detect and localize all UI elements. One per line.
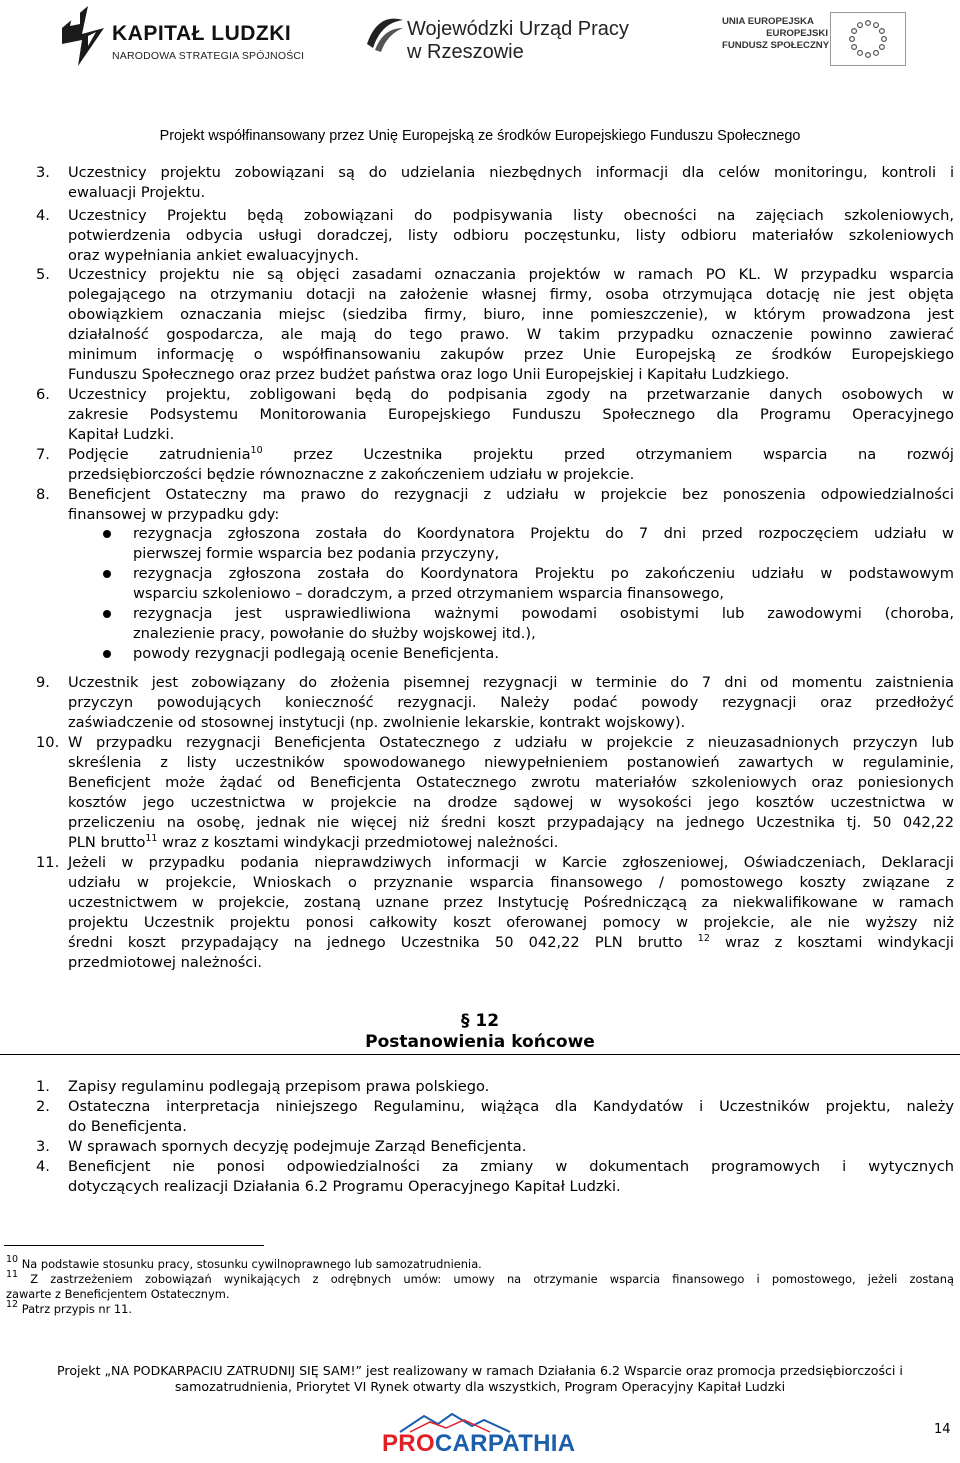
item-11-line: przedmiotowej należności. [68,954,263,971]
item-11-text-a: średni koszt przypadający na jednego Uczestnika 50 042,22 PLN brutto [68,934,698,951]
footer-line-2: samozatrudnienia, Priorytet VI Rynek otwarty dla wszystkich, Program Operacyjny Kapitał Ludzki [174,1379,786,1394]
item-11-line: uczestnictwem w projekcie, zostaną uznane przez Instytucję Pośredniczącą za niekwalifikowane w ramach [68,894,954,911]
item-4-line: Uczestnicy Projektu będą zobowiązani do podpisywania listy obecności na zajęciach szkoleniowych, [68,207,954,224]
item-number: 10. [36,734,60,751]
bullet-item-line: wsparciu szkoleniowo – doradczym, a przed otrzymaniem wsparcia finansowego, [133,585,725,602]
item-11-line: udziału w projekcie, Wnioskach o przyznanie wsparcia finansowego / pomostowego koszty związane z [68,874,954,891]
item-10-text-b: wraz z kosztami windykacji przedmiotowej należności. [157,834,559,851]
footnote-11 [6,1269,954,1287]
eu-line1: UNIA EUROPEJSKA [722,16,814,27]
item-5-line: obowiązkiem oznaczania miejsc (siedziba firmy, biuro, inne pomieszczenie), w którym prowadzona jest [68,306,954,323]
bullet-item-line: znalezienie pracy, powołanie do służby wojskowej itd.), [133,625,536,642]
bullet-icon [103,570,111,578]
kapital-ludzki-emblem-icon [58,6,108,68]
page-number: 14 [934,1422,951,1437]
footnote-text: Patrz przypis nr 11. [18,1302,133,1316]
bullet-item-line: rezygnacja jest usprawiedliwiona ważnymi powodami osobistymi lub zawodowymi (choroba, [133,605,954,622]
pro-text: PRO [382,1430,435,1457]
item-7-text-a: Podjęcie zatrudnienia [68,446,251,463]
footnote-divider [4,1245,264,1246]
item-10-line: skreślenia z listy uczestników spowodowanego niewypełnieniem postanowień zawartych w regulaminie, [68,754,954,771]
item-number: 5. [36,266,50,283]
eu-flag-icon [830,12,906,66]
provision-line: W sprawach spornych decyzję podejmuje Zarząd Beneficjenta. [68,1138,527,1155]
item-5-line: Uczestnicy projektu nie są objęci zasadami oznaczania projektów w ramach PO KL. W przypadku wsparcia [68,266,954,283]
item-5-line: działalność gospodarcza, ale mają do tego prawo. W takim przypadku oznaczenie powinno zawierać [68,326,954,343]
item-4-line: potwierdzenia odbycia usługi doradczej, listy odbioru poczęstunku, listy odbioru materiałów szkoleniowych [68,227,954,244]
procarpathia-wordmark [382,1430,575,1458]
item-4-line: oraz wypełniania ankiet ewaluacyjnych. [68,247,359,264]
provision-line: Beneficjent nie ponosi odpowiedzialności za zmiany w dokumentach programowych i wytycznych [68,1158,954,1175]
provision-line: Zapisy regulaminu podlegają przepisom prawa polskiego. [68,1078,490,1095]
item-number: 11. [36,854,60,871]
item-number: 3. [36,164,50,181]
item-10-text-a: PLN brutto [68,834,146,851]
item-11-line: projektu Uczestnik projektu ponosi całkowity koszt oferowanej pomocy w projekcie, ale nie wyższy niż [68,914,954,931]
item-3-line: Uczestnicy projektu zobowiązani są do udzielania niezbędnych informacji dla celów monitoringu, kontroli i [68,164,954,181]
eu-efs-logo [722,12,912,68]
item-5-line: Funduszu Społecznego oraz przez budżet państwa oraz logo Unii Europejskiej i Kapitału Ludzkiego. [68,366,790,383]
bullet-item-line: rezygnacja zgłoszona została do Koordynatora Projektu po zakończeniu udziału w podstawowym [133,565,954,582]
provision-number: 1. [36,1078,50,1095]
item-10-line: Beneficjent może żądać od Beneficjenta Ostatecznego zwrotu materiałów szkoleniowych oraz poniesionych [68,774,954,791]
item-10-line [68,833,954,853]
item-7-line: przedsiębiorczości będzie równoznaczne z zakończeniem udziału w projekcie. [68,466,635,483]
item-7-text-b: przez Uczestnika projektu przed otrzymaniem wsparcia na rozwój [262,446,954,463]
bullet-icon [103,530,111,538]
section-number: § 12 [460,1011,500,1031]
item-5-line: minimum informację o współfinansowaniu zakupów przez Unie Europejską ze środków Europejskiego [68,346,954,363]
footer-line-1: Projekt „NA PODKARPACIU ZATRUDNIJ SIĘ SAM!” jest realizowany w ramach Działania 6.2 Wsparcie oraz promocja przedsiębiorczości i [57,1363,903,1378]
provision-line: dotyczących realizacji Działania 6.2 Programu Operacyjnego Kapitał Ludzki. [68,1178,621,1195]
item-9-line: zaświadczenie od stosownej instytucji (np. zwolnienie lekarskie, kontrakt wojskowy). [68,714,686,731]
item-9-line: przyczyn powodujących konieczność rezygnacji. Należy podać powody rezygnacji oraz przedłożyć [68,694,954,711]
section-divider [0,1054,960,1055]
item-6-line: zakresie Podsystemu Monitorowania Europejskiego Funduszu Społecznego dla Programu Operacyjnego [68,406,954,423]
footnote-11-cont: zawarte z Beneficjentem Ostatecznym. [6,1287,230,1301]
footnote-number: 10 [6,1254,19,1265]
item-number: 8. [36,486,50,503]
footnote-10 [6,1254,954,1272]
footnote-ref-11[interactable]: 11 [145,833,158,844]
provision-number: 3. [36,1138,50,1155]
kapital-ludzki-title: KAPITAŁ LUDZKI [112,22,292,45]
item-11-line [68,933,954,953]
item-10-line: kosztów jego uczestnictwa w projekcie na drodze sądowej w wysokości jego kosztów uczestnictwa w [68,794,954,811]
item-11-line: Jeżeli w przypadku podania nieprawdziwych informacji w Karcie zgłoszeniowej, Oświadczeniach, Deklaracji [68,854,954,871]
item-number: 7. [36,446,50,463]
bullet-icon [103,650,111,658]
item-8-line: Beneficjent Ostateczny ma prawo do rezygnacji z udziału w projekcie bez ponoszenia odpowiedzialności [68,486,954,503]
footnote-number: 11 [6,1269,19,1280]
bullet-icon [103,610,111,618]
bullet-item-line: powody rezygnacji podlegają ocenie Beneficjenta. [133,645,499,662]
item-9-line: Uczestnik jest zobowiązany do złożenia pisemnej rezygnacji w terminie do 7 dni od momentu zaistnienia [68,674,954,691]
footnote-number: 12 [6,1299,19,1310]
eu-logo-text [722,16,832,52]
provision-number: 2. [36,1098,50,1115]
bullet-item-line: pierwszej formie wsparcia bez podania przyczyny, [133,545,500,562]
eu-line3: FUNDUSZ SPOŁECZNY [722,40,830,51]
eu-line2: EUROPEJSKI [766,28,828,39]
footnote-12 [6,1299,954,1317]
kapital-ludzki-subtitle: NARODOWA STRATEGIA SPÓJNOŚCI [112,50,305,62]
cofinancing-notice: Projekt współfinansowany przez Unię Europejską ze środków Europejskiego Funduszu Społecznego [159,128,801,144]
item-8-line: finansowej w przypadku gdy: [68,506,280,523]
item-6-line: Uczestnicy projektu, zobligowani będą do podpisania zgody na przetwarzanie danych osobowych w [68,386,954,403]
provision-line: do Beneficjenta. [68,1118,187,1135]
wup-name-line2: w Rzeszowie [407,41,524,63]
item-3-line: ewaluacji Projektu. [68,184,206,201]
item-11-text-b: wraz z kosztami windykacji [709,934,954,951]
footnote-text: Z zastrzeżeniem zobowiązań wynikających z odrębnych umów: umowy na otrzymanie wsparcia finansowego i pomostowego, jeżeli zostaną [18,1272,954,1286]
footnote-ref-10[interactable]: 10 [250,445,263,456]
item-7-line [68,445,954,465]
footnote-ref-12[interactable]: 12 [697,933,710,944]
item-5-line: polegającego na otrzymaniu dotacji na założenie własnej firmy, osoba otrzymująca dotację nie jest objęta [68,286,954,303]
item-10-line: przeliczeniu na osobę, jednak nie więcej niż średni koszt przypadający na jednego Uczestnika tj. 50 042,22 [68,814,954,831]
item-6-line: Kapitał Ludzki. [68,426,175,443]
item-number: 6. [36,386,50,403]
item-10-line: W przypadku rezygnacji Beneficjenta Ostatecznego z udziału w projekcie z nieuzasadnionych przyczyn lub [68,734,954,751]
item-number: 4. [36,207,50,224]
kapital-ludzki-logo [58,4,305,74]
footnote-text: Na podstawie stosunku pracy, stosunku cywilnoprawnego lub samozatrudnienia. [18,1257,482,1271]
procarpathia-logo [380,1412,576,1462]
item-number: 9. [36,674,50,691]
provision-line: Ostateczna interpretacja niniejszego Regulaminu, wiążąca dla Kandydatów i Uczestników projektu, należy [68,1098,954,1115]
provision-number: 4. [36,1158,50,1175]
wup-rzeszow-logo [365,8,635,68]
carpathia-text: CARPATHIA [434,1430,576,1457]
wup-swoosh-icon [365,14,405,54]
section-title: Postanowienia końcowe [365,1032,595,1052]
bullet-item-line: rezygnacja zgłoszona została do Koordynatora Projektu do 7 dni przed rozpoczęciem udziału w [133,525,954,542]
wup-name-line1: Wojewódzki Urząd Pracy [407,18,629,40]
